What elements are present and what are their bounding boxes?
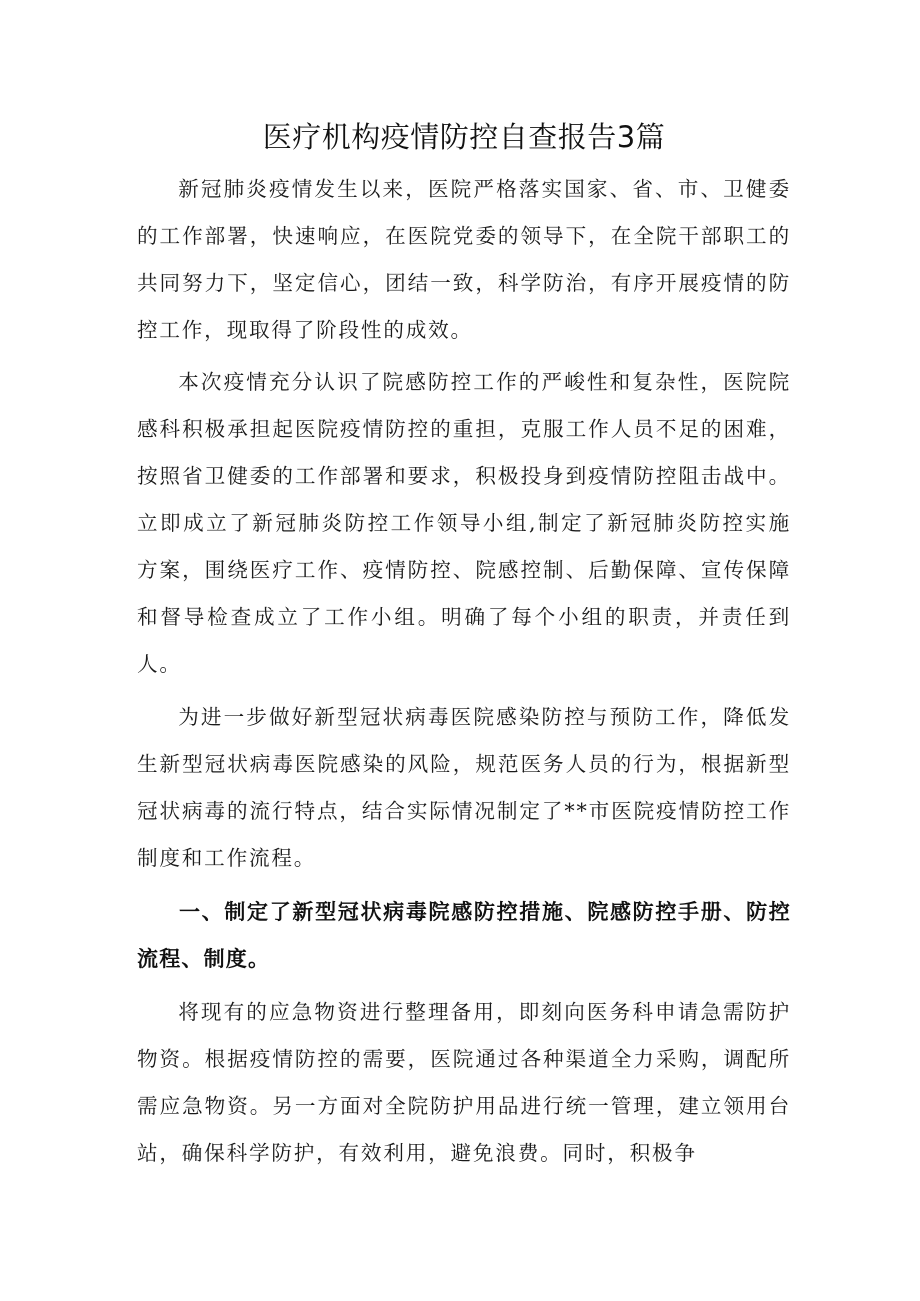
document-title: 医疗机构疫情防控自查报告3篇 [262, 120, 666, 154]
paragraph-intro: 新冠肺炎疫情发生以来，医院严格落实国家、省、市、卫健委的工作部署，快速响应，在医院党委的领导下，在全院干部职工的共同努力下，坚定信心，团结一致，科学防治，有序开展疫情的防控工作，现取得了阶段性的成效。 [137, 177, 791, 342]
section-heading: 一、制定了新型冠状病毒院感防控措施、院感防控手册、防控流程、制度。 [137, 900, 791, 971]
document-page [137, 112, 791, 1177]
paragraph-supplies: 将现有的应急物资进行整理备用，即刻向医务科申请急需防护物资。根据疫情防控的需要，医院通过各种渠道全力采购，调配所需应急物资。另一方面对全院防护用品进行统一管理，建立领用台站，确保科学防护，有效利用，避免浪费。同时，积极争 [137, 1000, 791, 1165]
paragraph-prevention-rules: 为进一步做好新型冠状病毒医院感染防控与预防工作，降低发生新型冠状病毒医院感染的风险，规范医务人员的行为，根据新型冠状病毒的流行特点，结合实际情况制定了**市医院疫情防控工作制度和工作流程。 [137, 705, 791, 870]
paragraph-infection-control: 本次疫情充分认识了院感防控工作的严峻性和复杂性，医院院感科积极承担起医院疫情防控的重担，克服工作人员不足的困难，按照省卫健委的工作部署和要求，积极投身到疫情防控阻击战中。立即成立了新冠肺炎防控工作领导小组,制定了新冠肺炎防控实施方案，围绕医疗工作、疫情防控、院感控制、后勤保障、宣传保障和督导检查成立了工作小组。明确了每个小组的职责，并责任到人。 [137, 370, 791, 676]
